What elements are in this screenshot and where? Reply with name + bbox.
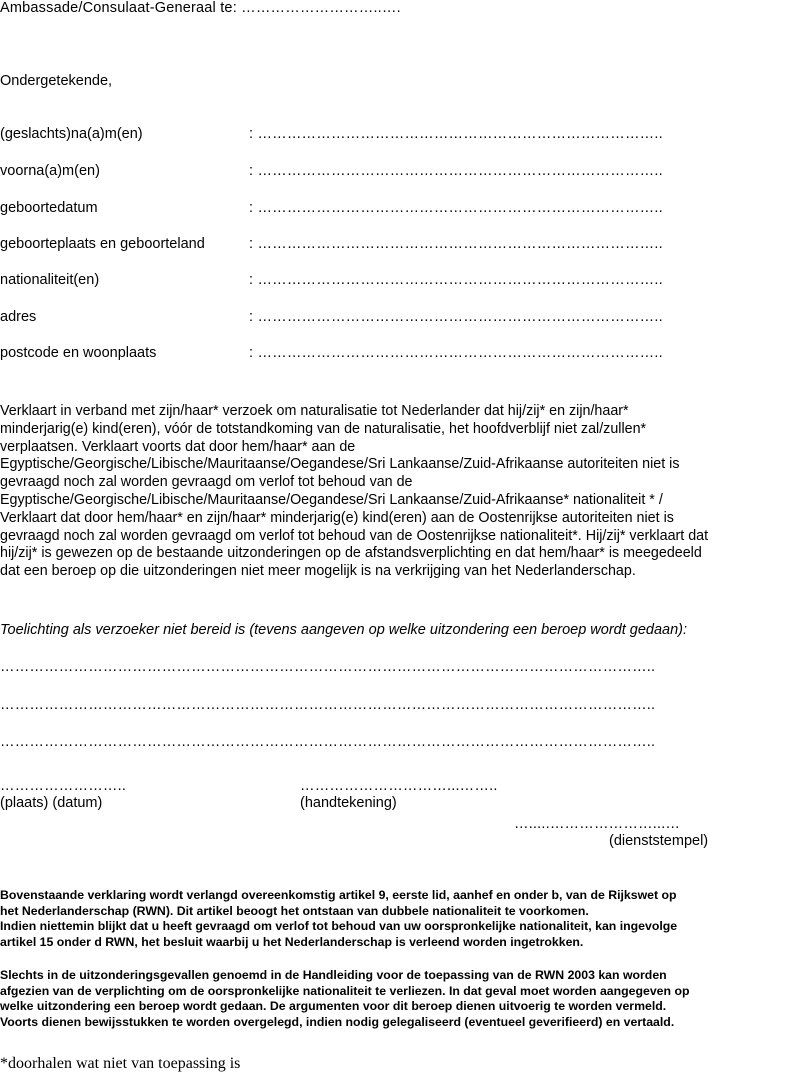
stamp-label: (dienststempel) [609,833,709,849]
note-line: Bovenstaande verklaring wordt verlangd overeenkomstig artikel 9, eerste lid, aanhef en onder b, van de Rijkswet op [0,888,677,902]
field-input-nationality[interactable]: : ……………………………………………………………………….. [249,272,663,288]
note-line: welke uitzondering een beroep wordt gedaan. De argumenten voor dit beroep dienen uitvoerig te worden vermeld. [0,999,667,1013]
declaration-line: Egyptische/Georgische/Libische/Mauritaanse/Oegandese/Sri Lankaanse/Zuid-Afrikaanse autoriteiten niet is [0,456,680,473]
explanation-line-2[interactable]: …………………………………………………………………………………………………………………….. [0,697,656,713]
signature-field[interactable]: …………………………...…….. [300,778,498,794]
declaration-line: hij/zij* is gewezen op de bestaande uitzonderingen op de afstandsverplichting en dat hem/haar* is meegedeeld [0,545,702,562]
explanation-line-3[interactable]: …………………………………………………………………………………………………………………….. [0,734,656,750]
signature-label: (handtekening) [300,795,397,811]
intro-text: Ondergetekende, [0,73,113,89]
note-line: het Nederlanderschap (RWN). Dit artikel beoogt het ontstaan van dubbele nationaliteit te voorkomen. [0,903,589,918]
field-label-surname: (geslachts)na(a)m(en) [0,126,143,142]
note-line: Indien niettemin blijkt dat u heeft gevraagd om verlof tot behoud van uw oorspronkelijke nationaliteit, kan ingevolge [0,919,678,933]
field-input-surname[interactable]: : ……………………………………………………………………….. [249,126,663,142]
field-input-birthdate[interactable]: : ……………………………………………………………………….. [249,200,663,216]
explanation-heading: Toelichting als verzoeker niet bereid is (tevens aangeven op welke uitzondering een beroep wordt gedaan): [0,622,688,638]
field-label-birthplace: geboorteplaats en geboorteland [0,236,205,252]
declaration-line: verplaatsen. Verklaart voorts dat door hem/haar* aan de [0,438,356,455]
declaration-line: Egyptische/Georgische/Libische/Mauritaanse/Oegandese/Sri Lankaanse/Zuid-Afrikaanse* nationaliteit * / [0,491,663,508]
declaration-line: gevraagd noch zal worden gevraagd om verlof tot behoud van de [0,474,413,491]
legal-note-exceptions [0,968,689,1030]
field-input-address[interactable]: : ……………………………………………………………………….. [249,309,663,325]
place-date-field[interactable]: …………………….. [0,778,127,794]
embassy-field[interactable]: Ambassade/Consulaat-Generaal te: ………………………..…. [0,0,401,16]
declaration-paragraph [0,403,790,581]
field-label-birthdate: geboortedatum [0,200,98,216]
declaration-line: Verklaart dat door hem/haar* en zijn/haar* minderjarig(e) kind(eren) aan de Oostenrijkse autoriteiten niet is [0,509,674,526]
note-line: Slechts in de uitzonderingsgevallen genoemd in de Handleiding voor de toepassing van de RWN 2003 kan worden [0,968,667,982]
field-label-postcode: postcode en woonplaats [0,345,157,361]
declaration-line: Verklaart in verband met zijn/haar* verzoek om naturalisatie tot Nederlander dat hij/zij* en zijn/haar* [0,403,629,419]
field-input-postcode[interactable]: : ……………………………………………………………………….. [249,345,663,361]
note-line: afgezien van de verplichting om de oorspronkelijke nationaliteit te verliezen. In dat geval moet worden aangegeven op [0,983,690,998]
place-date-label: (plaats) (datum) [0,795,103,811]
field-label-given-names: voorna(a)m(en) [0,163,100,179]
explanation-line-1[interactable]: …………………………………………………………………………………………………………………….. [0,659,656,675]
footnote: *doorhalen wat niet van toepassing is [0,1055,241,1072]
declaration-line: minderjarig(e) kind(eren), vóór de totstandkoming van de naturalisatie, het hoofdverblijf niet zal/zullen* [0,420,647,437]
declaration-line: dat een beroep op die uitzonderingen niet meer mogelijk is na verkrijging van het Nederlanderschap. [0,563,636,580]
legal-note-rwn [0,888,677,950]
field-input-birthplace[interactable]: : ……………………………………………………………………….. [249,236,663,252]
field-label-nationality: nationaliteit(en) [0,272,100,288]
note-line: Voorts dienen bewijsstukken te worden overgelegd, indien nodig gelegaliseerd (eventueel geverifieerd) en vertaald. [0,1014,675,1029]
stamp-field[interactable]: ….....…………………...… [514,816,681,832]
field-label-address: adres [0,309,37,325]
field-input-given-names[interactable]: : ……………………………………………………………………….. [249,163,663,179]
note-line: artikel 15 onder d RWN, het besluit waarbij u het Nederlanderschap is verleend worden ingetrokken. [0,934,584,949]
declaration-line: gevraagd noch zal worden gevraagd om verlof tot behoud van de Oostenrijkse nationaliteit*. Hij/zij* verklaart dat [0,527,709,544]
